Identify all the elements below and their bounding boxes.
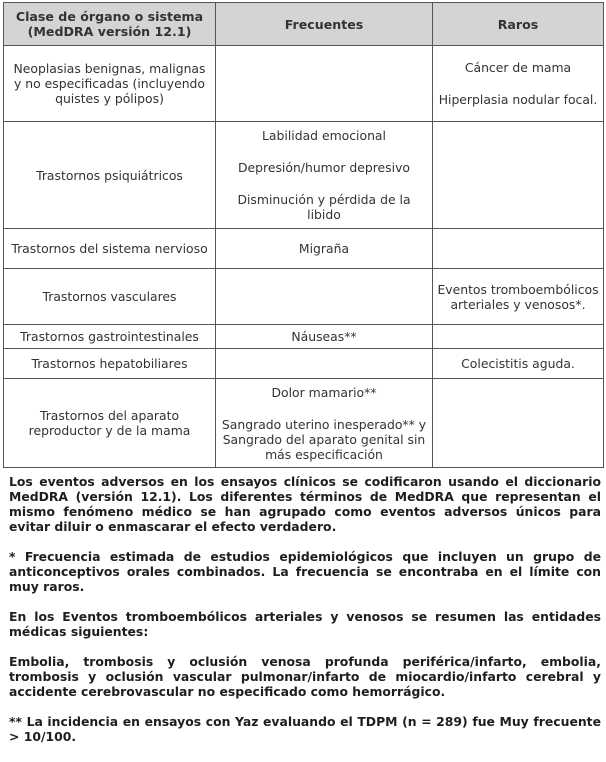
table-header-row xyxy=(4,3,604,46)
table-row xyxy=(4,46,604,122)
table-row xyxy=(4,379,604,468)
adverse-reactions-table xyxy=(3,2,604,468)
organ-class-cell: Trastornos psiquiátricos xyxy=(4,122,216,229)
header-organ-class: Clase de órgano o sistema (MedDRA versión 12.1) xyxy=(4,3,216,46)
organ-class-cell: Trastornos del sistema nervioso xyxy=(4,229,216,269)
rare-item: Hiperplasia nodular focal. xyxy=(438,92,598,107)
organ-class-cell: Neoplasias benignas, malignas y no especificadas (incluyendo quistes y pólipos) xyxy=(4,46,216,122)
organ-class-cell: Trastornos gastrointestinales xyxy=(4,325,216,349)
rare-item: Cáncer de mama xyxy=(464,60,572,75)
frequent-cell xyxy=(216,46,433,122)
frequent-cell: Migraña xyxy=(216,229,433,269)
footnote-tdpm: ** La incidencia en ensayos con Yaz evaluando el TDPM (n = 289) fue Muy frecuente > 10/100. xyxy=(9,714,601,744)
frequent-item: Sangrado uterino inesperado** y Sangrado del aparato genital sin más especificación xyxy=(221,416,427,462)
header-rare: Raros xyxy=(433,3,604,46)
table-footnotes xyxy=(9,474,601,759)
frequent-cell xyxy=(216,379,433,468)
rare-cell: Eventos tromboembólicos arteriales y venosos*. xyxy=(433,269,604,325)
rare-cell xyxy=(433,46,604,122)
rare-cell xyxy=(433,122,604,229)
footnote-frequency: * Frecuencia estimada de estudios epidemiológicos que incluyen un grupo de anticonceptivos orales combinados. La frecuencia se encontraba en el límite con muy raros. xyxy=(9,549,601,594)
frequent-item: Disminución y pérdida de la libido xyxy=(237,192,411,222)
footnote-thromboembolic-list: Embolia, trombosis y oclusión venosa profunda periférica/infarto, embolia, trombosis y oclusión vascular pulmonar/infarto de miocardio/infarto cerebral y accidente cerebrovascular no especificado como hemorrágico. xyxy=(9,654,601,699)
frequent-cell: Náuseas** xyxy=(216,325,433,349)
rare-cell xyxy=(433,325,604,349)
frequent-cell xyxy=(216,122,433,229)
table-row xyxy=(4,229,604,269)
organ-class-cell: Trastornos vasculares xyxy=(4,269,216,325)
organ-class-cell: Trastornos hepatobiliares xyxy=(4,349,216,379)
frequent-cell xyxy=(216,269,433,325)
footnote-meddra: Los eventos adversos en los ensayos clínicos se codificaron usando el diccionario MedDRA (versión 12.1). Los diferentes términos de MedDRA que representan el mismo fenómeno médico se han agrupado como eventos adversos únicos para evitar diluir o enmascarar el efecto verdadero. xyxy=(9,474,601,534)
rare-cell xyxy=(433,379,604,468)
rare-cell: Colecistitis aguda. xyxy=(433,349,604,379)
footnote-thromboembolic-intro: En los Eventos tromboembólicos arteriales y venosos se resumen las entidades médicas siguientes: xyxy=(9,609,601,639)
table-row xyxy=(4,325,604,349)
frequent-item: Dolor mamario** xyxy=(271,384,377,400)
frequent-cell xyxy=(216,349,433,379)
rare-cell xyxy=(433,229,604,269)
table-row xyxy=(4,122,604,229)
frequent-item: Depresión/humor depresivo xyxy=(238,160,410,175)
frequent-item: Labilidad emocional xyxy=(262,128,386,143)
organ-class-cell: Trastornos del aparato reproductor y de la mama xyxy=(4,379,216,468)
header-frequent: Frecuentes xyxy=(216,3,433,46)
table-row xyxy=(4,269,604,325)
table-row xyxy=(4,349,604,379)
